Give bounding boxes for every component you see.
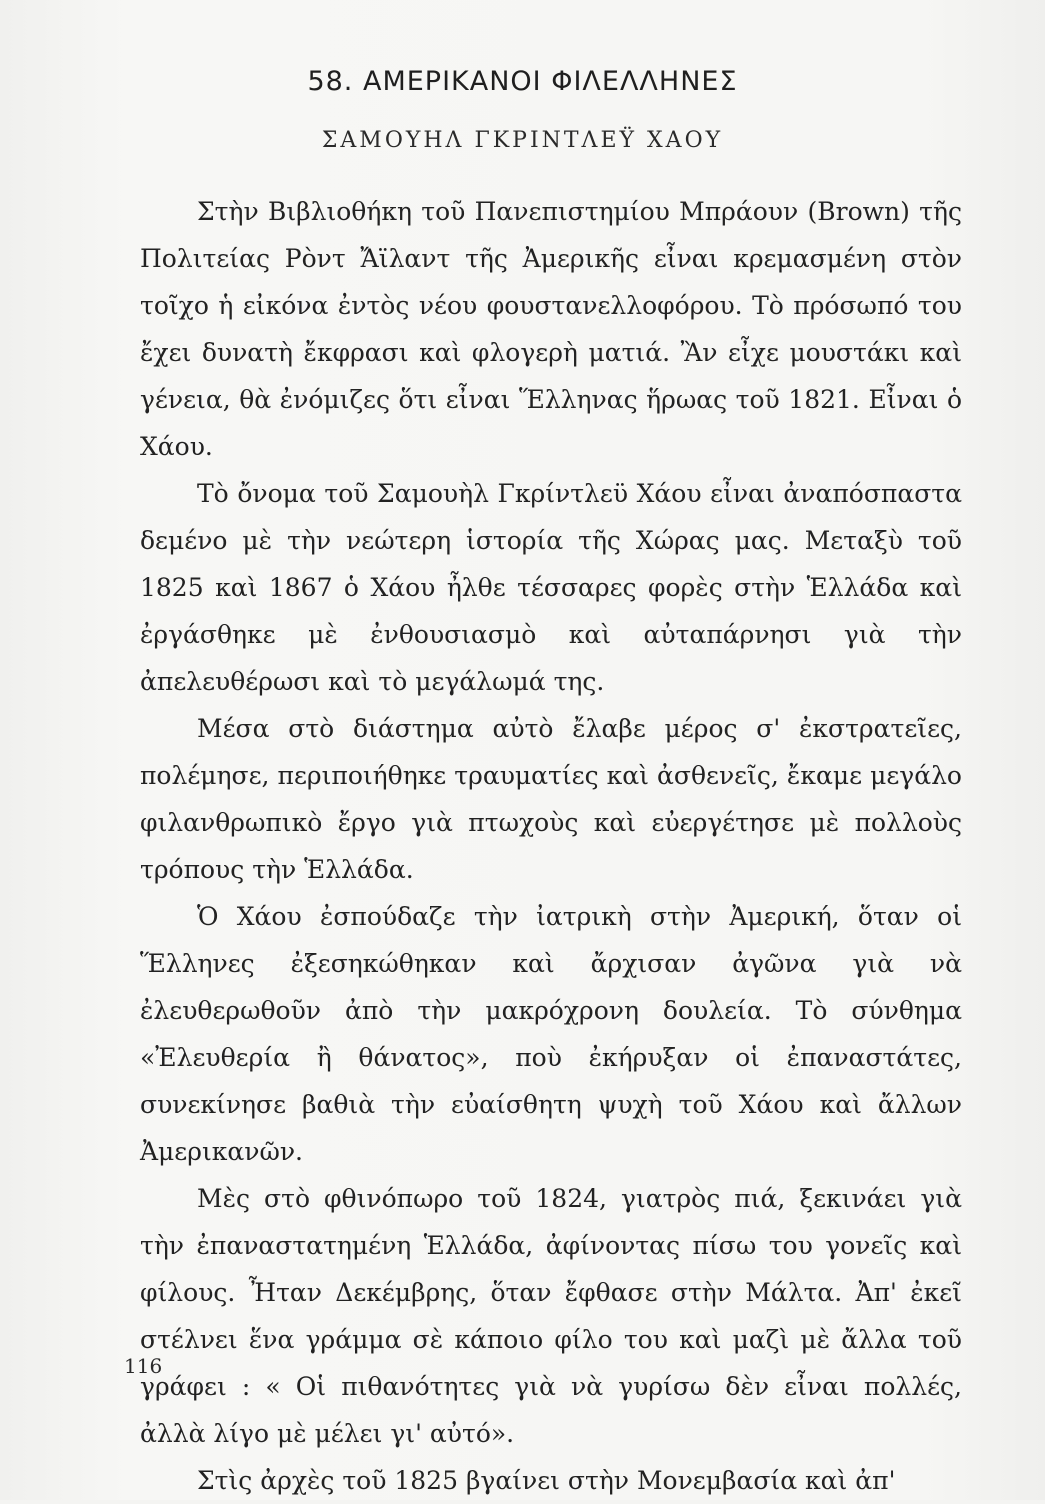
paragraph: Τὸ ὄνομα τοῦ Σαμουὴλ Γκρίντλεϋ Χάου εἶναι ἀναπόσπαστα δεμένο μὲ τὴν νεώτερη ἱστορία τῆς Χώρας μας. Μεταξὺ τοῦ 1825 καὶ 1867 ὁ Χάου ἦλθε τέσσαρες φορὲς στὴν Ἑλλάδα καὶ ἐργάσθηκε μὲ ἐνθουσιασμὸ καὶ αὐταπάρνησι γιὰ τὴν ἀπελευθέρωσι καὶ τὸ μεγάλωμά της. — [140, 479, 962, 696]
paragraph: Ὁ Χάου ἐσπούδαζε τὴν ἰατρικὴ στὴν Ἀμερική, ὅταν οἱ Ἕλληνες ἐξεσηκώθηκαν καὶ ἄρχισαν ἀγῶνα γιὰ νὰ ἐλευθερωθοῦν ἀπὸ τὴν μακρόχρονη δουλεία. Τὸ σύνθημα «Ἐλευθερία ἢ θάνατος», ποὺ ἐκήρυξαν οἱ ἐπαναστάτες, συνεκίνησε βαθιὰ τὴν εὐαίσθητη ψυχὴ τοῦ Χάου καὶ ἄλλων Ἀμερικανῶν. — [140, 902, 962, 1166]
body-text — [140, 188, 962, 1504]
section-subtitle: ΣΑΜΟΥΗΛ ΓΚΡΙΝΤΛΕΫ ΧΑΟΥ — [321, 128, 724, 153]
paragraph: Στὴν Βιβλιοθήκη τοῦ Πανεπιστημίου Μπράουν (Brown) τῆς Πολιτείας Ρὸντ Ἄϊλαντ τῆς Ἀμερικῆς εἶναι κρεμασμένη στὸν τοῖχο ἡ εἰκόνα ἐντὸς νέου φουστανελλοφόρου. Τὸ πρόσωπό του ἔχει δυνατὴ ἔκφρασι καὶ φλογερὴ ματιά. Ἂν εἶχε μουστάκι καὶ γένεια, θὰ ἐνόμιζες ὅτι εἶναι Ἕλληνας ἥρωας τοῦ 1821. Εἶναι ὁ Χάου. — [140, 197, 962, 461]
paragraph: Μὲς στὸ φθινόπωρο τοῦ 1824, γιατρὸς πιά, ξεκινάει γιὰ τὴν ἐπαναστατημένη Ἑλλάδα, ἀφίνοντας πίσω του γονεῖς καὶ φίλους. Ἦταν Δεκέμβρης, ὅταν ἔφθασε στὴν Μάλτα. Ἀπ' ἐκεῖ στέλνει ἕνα γράμμα σὲ κάποιο φίλο του καὶ μαζὶ μὲ ἄλλα τοῦ γράφει : « Οἱ πιθανότητες γιὰ νὰ γυρίσω δὲν εἶναι πολλές, ἀλλὰ λίγο μὲ μέλει γι' αὐτό». — [140, 1184, 962, 1448]
chapter-title: 58. ΑΜΕΡΙΚΑΝΟΙ ΦΙΛΕΛΛΗΝΕΣ — [307, 66, 738, 97]
page-number: 116 — [124, 1354, 163, 1378]
paragraph: Στὶς ἀρχὲς τοῦ 1825 βγαίνει στὴν Μονεμβασία καὶ ἀπ' — [197, 1466, 896, 1495]
paragraph: Μέσα στὸ διάστημα αὐτὸ ἔλαβε μέρος σ' ἐκστρατεῖες, πολέμησε, περιποιήθηκε τραυματίες καὶ ἀσθενεῖς, ἔκαμε μεγάλο φιλανθρωπικὸ ἔργο γιὰ πτωχοὺς καὶ εὐεργέτησε μὲ πολλοὺς τρόπους τὴν Ἑλλάδα. — [140, 714, 962, 884]
